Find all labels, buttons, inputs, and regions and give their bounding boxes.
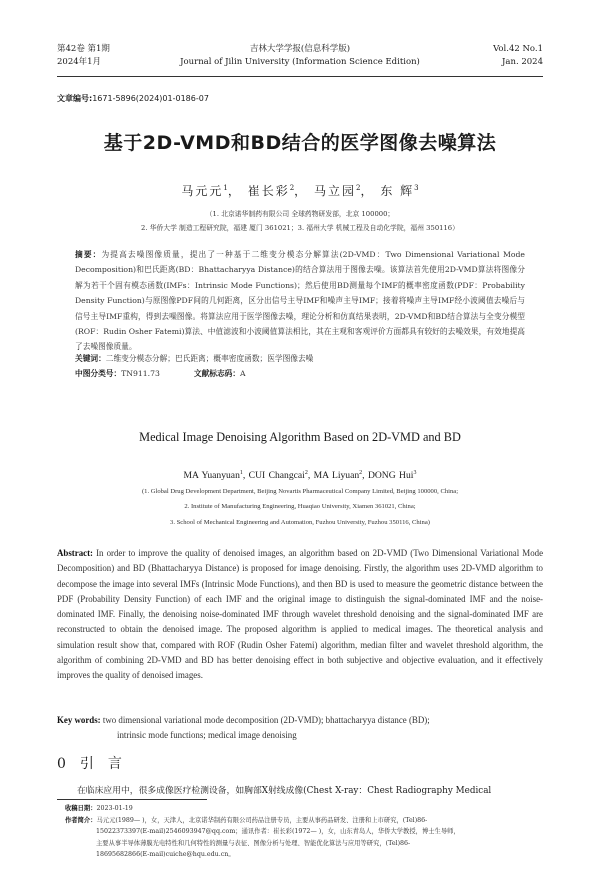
keywords-zh bbox=[75, 353, 525, 365]
section-title: 引言 bbox=[79, 756, 136, 772]
footnote-divider bbox=[57, 799, 207, 800]
author-affiliation-mark: 1 bbox=[239, 470, 243, 476]
footnotes bbox=[65, 803, 543, 861]
affiliation-zh: 2. 华侨大学 制造工程研究院，福建 厦门 361021；3. 福州大学 机械工程及自动化学院，福州 350116） bbox=[141, 224, 459, 232]
authors-zh: 马元元$^1$， 崔长彩$^2$， 马立园$^2$， 东 辉$^3$ bbox=[181, 184, 419, 198]
classification-zh bbox=[75, 368, 246, 379]
received-date bbox=[65, 803, 543, 815]
author-affiliation-mark: 2 bbox=[289, 184, 295, 192]
keywords-en bbox=[57, 713, 543, 743]
clc-value: TN911.73 bbox=[121, 369, 160, 378]
keywords-zh-text: 二维变分模态分解；巴氏距离；概率密度函数；医学图像去噪 bbox=[105, 354, 314, 363]
author-zh: 崔长彩 bbox=[247, 184, 290, 198]
volume-issue-zh: 第42卷 第1期 bbox=[57, 44, 110, 54]
author-bio-text: 主要从事半导体薄膜光电特性和几何特性的测量与表征、图像分析与处理、智能优化算法与应用等研究，(Tel)86- bbox=[96, 839, 411, 847]
abstract-zh-label: 摘要： bbox=[75, 250, 102, 259]
volume-issue-en: Vol.42 No.1 bbox=[493, 44, 543, 54]
authors-en: MA Yuanyuan$^1$, CUI Changcai$^2$, MA Liyuan$^2$, DONG Hui$^3$ bbox=[183, 470, 417, 482]
journal-name-en: Journal of Jilin University (Information Science Edition) bbox=[180, 57, 420, 67]
keywords-en-text-cont: intrinsic mode functions; medical image denoising bbox=[117, 730, 297, 740]
running-header bbox=[57, 43, 543, 77]
author-affiliation-mark: 3 bbox=[413, 470, 417, 476]
author-affiliation-mark: 2 bbox=[356, 184, 361, 192]
section-heading bbox=[57, 753, 136, 773]
abstract-en-label: Abstract: bbox=[57, 548, 93, 558]
author-affiliation-mark: 3 bbox=[414, 184, 419, 192]
author-zh: 马立园 bbox=[314, 184, 357, 198]
section-number: 0 bbox=[57, 756, 80, 772]
keywords-en-text: two dimensional variational mode decomposition (2D-VMD); bhattacharyya distance (BD); bbox=[102, 715, 430, 725]
title-en: Medical Image Denoising Algorithm Based on 2D-VMD and BD bbox=[139, 430, 461, 444]
keywords-en-label: Key words: bbox=[57, 715, 101, 725]
author-en: MA Yuanyuan bbox=[183, 470, 240, 482]
title-zh: 基于2D-VMD和BD结合的医学图像去噪算法 bbox=[103, 132, 497, 154]
keywords-zh-label: 关键词： bbox=[75, 354, 106, 363]
author-affiliation-mark: 2 bbox=[359, 470, 363, 476]
article-number bbox=[57, 93, 209, 104]
abstract-zh bbox=[75, 247, 525, 355]
affiliation-en: 2. Institute of Manufacturing Engineering, Huaqiao University, Xiamen 361021, China; bbox=[184, 503, 416, 510]
author-bio-label: 作者简介： bbox=[65, 816, 97, 824]
author-bio bbox=[65, 815, 543, 827]
received-label: 收稿日期： bbox=[65, 805, 97, 812]
journal-name-zh: 吉林大学学报(信息科学版) bbox=[249, 44, 351, 54]
header-volume-en bbox=[493, 43, 543, 69]
author-zh: 马元元 bbox=[181, 184, 224, 198]
author-en: DONG Hui bbox=[367, 470, 414, 482]
clc-label: 中图分类号： bbox=[75, 369, 122, 378]
affiliation-en: (1. Global Drug Development Department, Beijing Novartis Pharmaceutical Company Limited, Beijing 100000, China; bbox=[141, 488, 459, 495]
article-number-value: 1671-5896(2024)01-0186-07 bbox=[92, 94, 209, 103]
author-bio-text: 18695682866(E-mail)cuiche@hqu.edu.cn。 bbox=[96, 851, 235, 858]
date-en: Jan. 2024 bbox=[502, 57, 543, 67]
doc-code-value: A bbox=[240, 369, 246, 378]
date-zh: 2024年1月 bbox=[57, 57, 102, 67]
author-affiliation-mark: 1 bbox=[223, 184, 228, 192]
received-value: 2023-01-19 bbox=[96, 805, 133, 812]
abstract-en-text: In order to improve the quality of denoised images, an algorithm based on 2D-VMD (Two Dimensional Variational Mode Decomposition) and BD (Bhattacharyya Distance) is proposed for image denoising. Firstly, the algorithm uses 2D-VMD algorithm to decompose the image into several IMFs (Intrinsic Mode Functions), and then BD is used to measure the geometric distance between the PDF (Probability Density Function) of each IMF and the original image to distinguish the signal-dominated IMF and the noise-dominated IMF. Finally, the denoising noise-dominated IMF through wavelet threshold denoising and the signal-dominated IMF are reconstructed to obtain the denoised image. The proposed algorithm is applied to medical images. The theoretical analysis and simulation result show that, compared with ROF (Rudin Osher Fatemi) algorithm, median filter and wavelet threshold algorithm, the algorithm of combining 2D-VMD and BD has better denoising effect in both subjective and objective evaluation, and it effectively improves the quality of denoised images. bbox=[57, 548, 544, 681]
author-bio-text: 15022373397(E-mail)2546093947@qq.com；通讯作者：崔长彩(1972— )，女，山东青岛人，华侨大学教授，博士生导师， bbox=[96, 828, 460, 835]
author-affiliation-mark: 2 bbox=[304, 470, 308, 476]
affiliation-en: 3. School of Mechanical Engineering and Automation, Fuzhou University, Fuzhou 350116, China) bbox=[170, 519, 430, 526]
author-en: MA Liyuan bbox=[313, 470, 360, 482]
author-en: CUI Changcai bbox=[248, 470, 305, 482]
abstract-en bbox=[57, 546, 543, 684]
author-bio-text: 马元元(1989— )，女，天津人，北京诺华制药有限公司药品注册专员，主要从事药品研发、注册和上市研究，(Tel)86- bbox=[96, 816, 428, 824]
body-paragraph: 在临床应用中，很多成像医疗检测设备，如胸部X射线成像(Chest X-ray：Chest Radiography Medical bbox=[77, 786, 492, 796]
author-zh: 东 辉 bbox=[380, 184, 415, 198]
affiliation-zh: （1. 北京诺华制药有限公司 全球药物研发部，北京 100000； bbox=[205, 210, 395, 218]
abstract-zh-text: 为提高去噪图像质量，提出了一种基于二维变分模态分解算法(2D-VMD：Two Dimensional Variational Mode Decomposition)和巴氏距离(BD：Bhattacharyya Distance)的结合算法用于图像去噪。该算法首先使用2D-VMD算法将图像分解为若干个固有模态函数(IMFs：Intrinsic Mode Functions)；然后使用BD测量每个IMF的概率密度函数(PDF：Probability Density Function)与原图像PDF间的几何距离，区分出信号主导IMF和噪声主导IMF；接着将噪声主导IMF经小波阈值去噪后与信号主导IMF重构，得到去噪图像。将算法应用于医学图像去噪，理论分析和仿真结果表明，2D-VMD和BD结合算法与全变分模型(ROF：Rudin Osher Fatemi)算法、中值滤波和小波阈值算法相比，其在主观和客观评价方面都具有较好的去噪效果，有效地提高了去噪图像质量。 bbox=[75, 250, 525, 352]
doc-code-label: 文献标志码： bbox=[193, 369, 241, 378]
header-journal bbox=[57, 43, 543, 69]
article-number-label: 文章编号: bbox=[57, 94, 93, 103]
